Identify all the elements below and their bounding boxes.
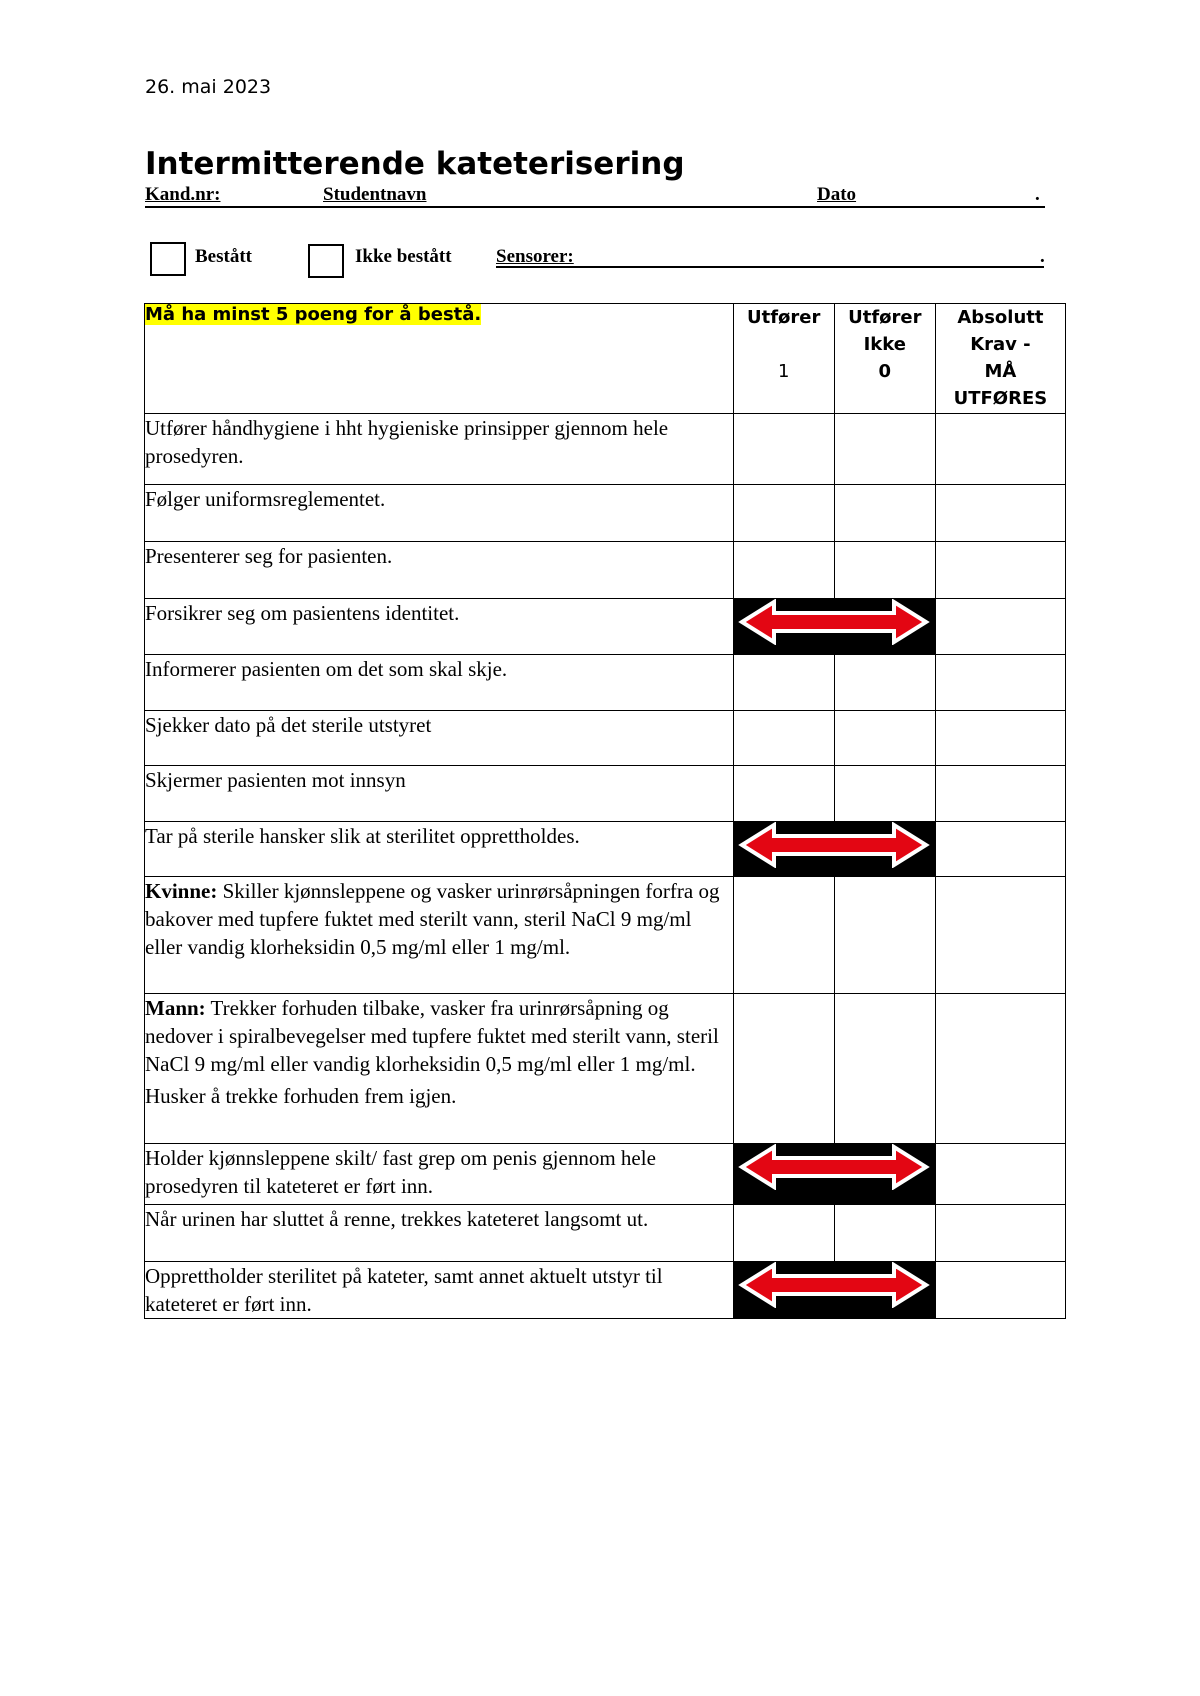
sensor-signature-line[interactable] — [496, 266, 1044, 268]
failed-label: Ikke bestått — [355, 246, 452, 267]
not-performs-cell[interactable] — [834, 485, 935, 542]
performs-cell[interactable] — [733, 766, 834, 822]
performs-cell[interactable] — [733, 485, 834, 542]
absolute-requirement-cell[interactable] — [935, 822, 1065, 877]
absolute-requirement-cell[interactable] — [935, 655, 1065, 711]
checklist-item-text — [145, 994, 734, 1144]
checklist-item-body: Tar på sterile hansker slik at sterilitet opprettholdes. — [145, 824, 580, 848]
checklist-item-lead: Kvinne: — [145, 879, 218, 903]
absolute-requirement-cell[interactable] — [935, 711, 1065, 766]
absolute-requirement-cell[interactable] — [935, 877, 1065, 994]
checklist-item-body: Holder kjønnsleppene skilt/ fast grep om penis gjennom hele prosedyren til kateteret er ført inn. — [145, 1146, 656, 1198]
checklist-row — [145, 1144, 1066, 1205]
double-headed-arrow-icon — [738, 1144, 930, 1190]
performs-cell[interactable] — [733, 711, 834, 766]
not-applicable-cell — [733, 1262, 935, 1319]
absolute-requirement-cell[interactable] — [935, 414, 1065, 485]
checklist-item-body: Skiller kjønnsleppene og vasker urinrørsåpningen forfra og bakover med tupfere fuktet med sterilt vann, steril NaCl 9 mg/ml eller vandig klorheksidin 0,5 mg/ml eller 1 mg/ml. — [145, 879, 720, 959]
absolute-requirement-cell[interactable] — [935, 599, 1065, 655]
not-performs-cell[interactable] — [834, 994, 935, 1144]
checklist-row — [145, 766, 1066, 822]
sensor-label: Sensorer: — [496, 246, 574, 267]
student-name-label: Studentnavn — [323, 184, 427, 205]
checklist-item-body: Forsikrer seg om pasientens identitet. — [145, 601, 460, 625]
checklist-item-text — [145, 485, 734, 542]
absolute-requirement-cell[interactable] — [935, 485, 1065, 542]
checklist-item-body: Følger uniformsreglementet. — [145, 487, 386, 511]
checklist-item-body: Skjermer pasienten mot innsyn — [145, 768, 406, 792]
double-headed-arrow-icon — [738, 599, 930, 645]
checklist-item-text — [145, 1262, 734, 1319]
absolute-requirement-cell[interactable] — [935, 542, 1065, 599]
checklist-item-text — [145, 542, 734, 599]
line-end: . — [1035, 184, 1040, 205]
minimum-score-note: Må ha minst 5 poeng for å bestå. — [145, 304, 734, 414]
checklist-row — [145, 1205, 1066, 1262]
not-performs-cell[interactable] — [834, 877, 935, 994]
sensor-line-end: . — [1040, 246, 1045, 267]
checklist-item-text — [145, 1205, 734, 1262]
not-performs-cell[interactable] — [834, 414, 935, 485]
not-performs-cell[interactable] — [834, 711, 935, 766]
absolute-requirement-cell[interactable] — [935, 766, 1065, 822]
checklist-row — [145, 822, 1066, 877]
checklist-row — [145, 599, 1066, 655]
checklist-item-text — [145, 711, 734, 766]
checklist-item-body: Sjekker dato på det sterile utstyret — [145, 713, 432, 737]
checklist-item-text — [145, 877, 734, 994]
checklist-table — [144, 303, 1066, 1319]
absolute-requirement-cell[interactable] — [935, 994, 1065, 1144]
table-header-row — [145, 304, 1066, 414]
checklist-item-text — [145, 655, 734, 711]
checklist-item-text — [145, 822, 734, 877]
double-headed-arrow-icon — [738, 1262, 930, 1308]
not-performs-cell[interactable] — [834, 542, 935, 599]
checklist-item-body: Informerer pasienten om det som skal skje. — [145, 657, 508, 681]
checklist-row — [145, 542, 1066, 599]
checklist-item-text — [145, 766, 734, 822]
document-date: 26. mai 2023 — [145, 76, 272, 98]
checklist-item-text — [145, 414, 734, 485]
performs-cell[interactable] — [733, 994, 834, 1144]
checklist-row — [145, 1262, 1066, 1319]
date-label: Dato — [817, 184, 857, 205]
performs-cell[interactable] — [733, 414, 834, 485]
performs-cell[interactable] — [733, 542, 834, 599]
double-headed-arrow-icon — [738, 822, 930, 868]
not-performs-cell[interactable] — [834, 655, 935, 711]
grading-row — [150, 240, 1050, 280]
column-header-absolute-requirement: Absolutt Krav - MÅ UTFØRES — [935, 304, 1065, 414]
document-title: Intermitterende kateterisering — [145, 146, 685, 182]
not-applicable-cell — [733, 822, 935, 877]
candidate-header-line — [145, 180, 1045, 208]
performs-cell[interactable] — [733, 877, 834, 994]
passed-label: Bestått — [195, 246, 252, 267]
checklist-item-body: Presenterer seg for pasienten. — [145, 544, 393, 568]
not-performs-cell[interactable] — [834, 766, 935, 822]
not-applicable-cell — [733, 599, 935, 655]
performs-cell[interactable] — [733, 655, 834, 711]
absolute-requirement-cell[interactable] — [935, 1205, 1065, 1262]
failed-checkbox[interactable] — [308, 244, 344, 278]
checklist-item-text — [145, 1144, 734, 1205]
checklist-item-body: Opprettholder sterilitet på kateter, samt annet aktuelt utstyr til kateteret er ført inn. — [145, 1264, 663, 1316]
checklist-row — [145, 485, 1066, 542]
checklist-row — [145, 994, 1066, 1144]
checklist-item-body: Når urinen har sluttet å renne, trekkes kateteret langsomt ut. — [145, 1207, 649, 1231]
column-header-not-performs: Utfører Ikke 0 — [834, 304, 935, 414]
absolute-requirement-cell[interactable] — [935, 1262, 1065, 1319]
checklist-item-extra: Husker å trekke forhuden frem igjen. — [145, 1084, 457, 1108]
checklist-row — [145, 655, 1066, 711]
checklist-row — [145, 877, 1066, 994]
passed-checkbox[interactable] — [150, 242, 186, 276]
not-applicable-cell — [733, 1144, 935, 1205]
column-header-performs: Utfører 1 — [733, 304, 834, 414]
not-performs-cell[interactable] — [834, 1205, 935, 1262]
checklist-row — [145, 414, 1066, 485]
checklist-item-text — [145, 599, 734, 655]
checklist-item-lead: Mann: — [145, 996, 206, 1020]
absolute-requirement-cell[interactable] — [935, 1144, 1065, 1205]
checklist-item-body: Utfører håndhygiene i hht hygieniske prinsipper gjennom hele prosedyren. — [145, 416, 669, 468]
checklist-item-body: Trekker forhuden tilbake, vasker fra urinrørsåpning og nedover i spiralbevegelser med tupfere fuktet med sterilt vann, steril NaCl 9 mg/ml eller vandig klorheksidin 0,5 mg/ml eller 1 mg/ml. — [145, 996, 719, 1076]
performs-cell[interactable] — [733, 1205, 834, 1262]
candidate-number-label: Kand.nr: — [145, 184, 221, 205]
checklist-row — [145, 711, 1066, 766]
